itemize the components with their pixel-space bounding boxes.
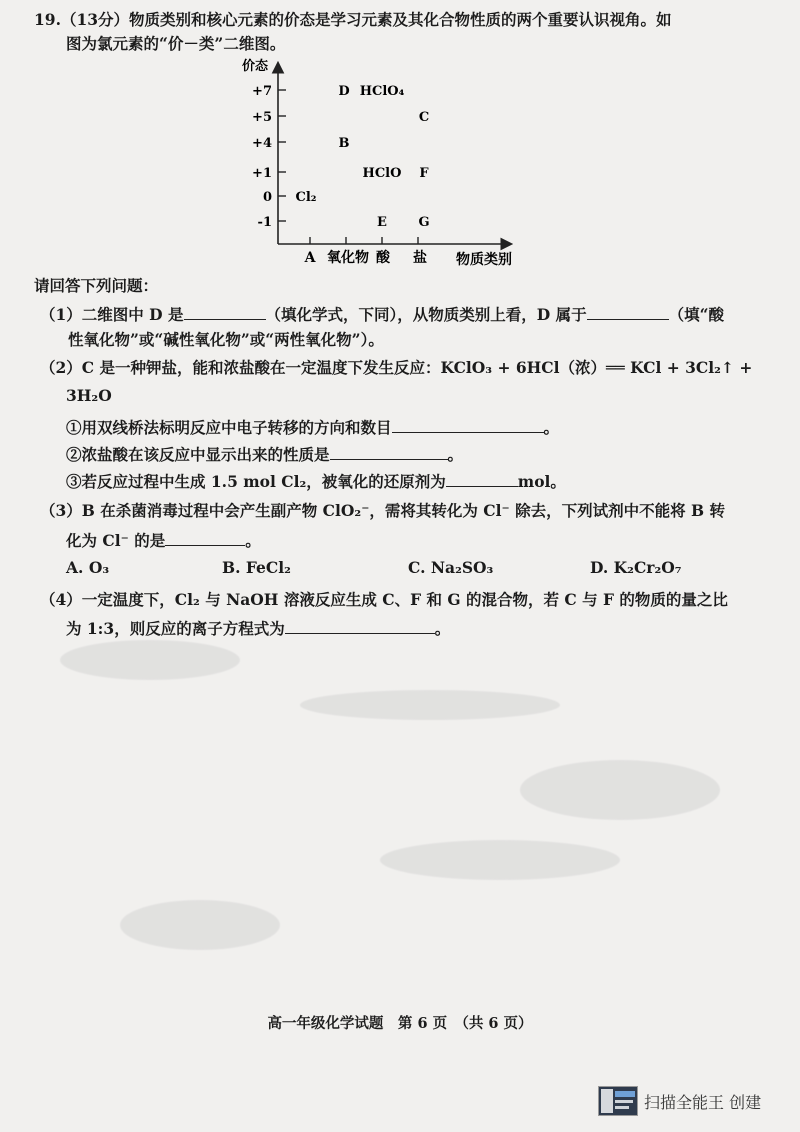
- data-point-label: C: [418, 110, 430, 125]
- q4-line-1: （4）一定温度下，Cl₂ 与 NaOH 溶液反应生成 C、F 和 G 的混合物，若 C 与 F 的物质的量之比: [40, 590, 728, 609]
- x-tick-label: 酸: [376, 250, 390, 266]
- data-point-label: F: [419, 166, 429, 181]
- q3-line-1: （3）B 在杀菌消毒过程中会产生副产物 ClO₂⁻，需将其转化为 Cl⁻ 除去，下列试剂中不能将 B 转: [40, 501, 725, 520]
- x-tick-label: 氧化物: [327, 250, 369, 266]
- data-point-label: E: [377, 215, 387, 230]
- q2-sub-2: [66, 443, 463, 465]
- q3-blank[interactable]: [165, 529, 245, 546]
- y-tick-label: +4: [252, 136, 272, 151]
- intro: 请回答下列问题：: [34, 276, 159, 295]
- y-tick-label: +7: [252, 84, 272, 99]
- x-axis-label: 物质类别: [456, 252, 512, 268]
- q2-s1-text: ①用双线桥法标明反应中电子转移的方向和数目: [66, 418, 392, 437]
- scan-noise: [300, 690, 560, 720]
- q4-end: 。: [434, 619, 451, 638]
- y-tick-label: -1: [257, 215, 272, 230]
- q2-sub-3: [66, 470, 566, 492]
- data-point-label: D: [338, 84, 350, 99]
- q1-blank-2[interactable]: [587, 303, 669, 320]
- q1-text-c: （填“酸: [668, 305, 725, 324]
- q2-s2-text: ②浓盐酸在该反应中显示出来的性质是: [66, 445, 330, 464]
- q3-option-c[interactable]: C. Na₂SO₃: [408, 558, 494, 577]
- q3-line-2: [66, 529, 261, 551]
- x-tick-label: 盐: [413, 250, 427, 266]
- y-axis-label: 价态: [241, 59, 268, 74]
- question-line-1: 19.（13分）物质类别和核心元素的价态是学习元素及其化合物性质的两个重要认识视角。如: [34, 10, 672, 29]
- q3-option-a[interactable]: A. O₃: [66, 558, 110, 577]
- q3-end: 。: [245, 531, 261, 550]
- scan-noise: [520, 760, 720, 820]
- q1-text-b: （填化学式，下同），从物质类别上看，D 属于: [265, 305, 587, 324]
- question-line-2: 图为氯元素的“价－类”二维图。: [66, 34, 286, 53]
- q2-line-2: 3H₂O: [66, 386, 112, 405]
- q3-option-d[interactable]: D. K₂Cr₂O₇: [590, 558, 682, 577]
- q3-text-b: 化为 Cl⁻ 的是: [66, 531, 166, 550]
- y-tick-label: +5: [252, 110, 272, 125]
- q2-s1-end: 。: [543, 418, 560, 437]
- q2-line-1: （2）C 是一种钾盐，能和浓盐酸在一定温度下发生反应：KClO₃ + 6HCl（浓）══ KCl + 3Cl₂↑ +: [40, 358, 753, 377]
- q2-s3-end: mol。: [517, 472, 566, 491]
- q4-blank[interactable]: [285, 617, 435, 634]
- valence-category-chart: [220, 56, 540, 274]
- q2-blank-2[interactable]: [330, 443, 448, 460]
- q4-line-2: [66, 617, 450, 639]
- q1-blank-1[interactable]: [184, 303, 266, 320]
- y-tick-label: 0: [262, 190, 272, 205]
- page-footer: 高一年级化学试题 第 6 页 （共 6 页）: [267, 1015, 533, 1032]
- q1-line-2: 性氧化物”或“碱性氧化物”或“两性氧化物”）。: [68, 330, 384, 349]
- q2-blank-1[interactable]: [392, 416, 544, 433]
- q3-option-b[interactable]: B. FeCl₂: [222, 558, 291, 577]
- y-tick-label: +1: [252, 166, 272, 181]
- q4-text-b: 为 1:3，则反应的离子方程式为: [66, 619, 285, 638]
- q1-line-1: [40, 303, 724, 325]
- q2-blank-3[interactable]: [446, 470, 518, 487]
- data-point-label: HClO₄: [359, 84, 405, 99]
- data-point-label: G: [418, 215, 430, 230]
- scan-noise: [120, 900, 280, 950]
- data-point-label: HClO: [362, 166, 402, 181]
- q2-s3-text: ③若反应过程中生成 1.5 mol Cl₂，被氧化的还原剂为: [66, 472, 446, 491]
- data-point-label: Cl₂: [295, 190, 317, 205]
- scanner-watermark: 扫描全能王 创建: [644, 1093, 762, 1112]
- q2-s2-end: 。: [447, 445, 464, 464]
- scan-noise: [60, 640, 240, 680]
- q1-text-a: （1）二维图中 D 是: [40, 305, 184, 324]
- x-tick-label: A: [304, 250, 316, 266]
- q2-sub-1: [66, 416, 559, 438]
- scanner-logo-icon: [598, 1086, 638, 1116]
- data-point-label: B: [338, 136, 350, 151]
- scan-noise: [380, 840, 620, 880]
